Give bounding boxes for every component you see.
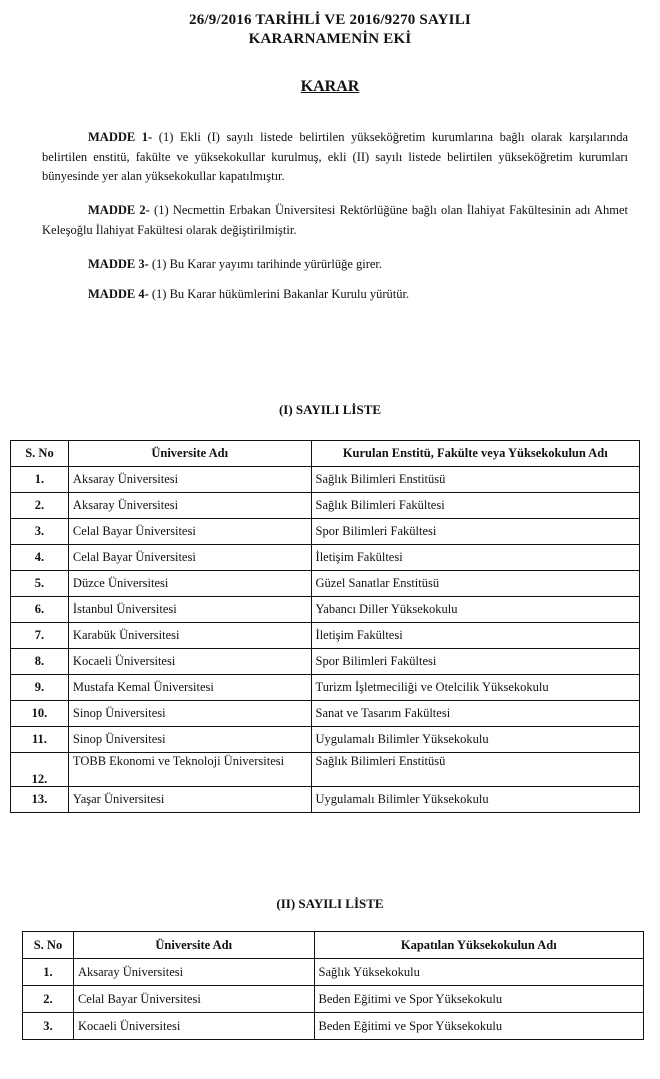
list1-header-university: Üniversite Adı [68, 441, 311, 467]
list1-row [11, 597, 640, 623]
article-3-text: (1) Bu Karar yayımı tarihinde yürürlüğe girer. [148, 257, 383, 271]
list1-cell-sno: 3. [11, 519, 69, 545]
karar-title [0, 78, 660, 96]
list1-row [11, 467, 640, 493]
list1-cell-unit: Turizm İşletmeciliği ve Otelcilik Yüksekokulu [311, 675, 639, 701]
list2-cell-unit: Beden Eğitimi ve Spor Yüksekokulu [314, 1013, 643, 1040]
list1-cell-university: Celal Bayar Üniversitesi [68, 545, 311, 571]
list1-cell-unit: Sağlık Bilimleri Enstitüsü [311, 753, 639, 787]
list2-cell-unit: Beden Eğitimi ve Spor Yüksekokulu [314, 986, 643, 1013]
list1-cell-unit: İletişim Fakültesi [311, 545, 639, 571]
list1-row [11, 623, 640, 649]
list1-cell-sno: 2. [11, 493, 69, 519]
document-header-line2: KARARNAMENİN EKİ [248, 31, 412, 47]
list1-row [11, 571, 640, 597]
article-3-label: MADDE 3- [88, 257, 149, 271]
list1-cell-sno: 1. [11, 467, 69, 493]
list1-row [11, 545, 640, 571]
list1-row [11, 701, 640, 727]
article-2-label: MADDE 2- [88, 203, 150, 217]
list1-cell-unit: Yabancı Diller Yüksekokulu [311, 597, 639, 623]
list1-cell-university: Aksaray Üniversitesi [68, 467, 311, 493]
list1-cell-unit: Sağlık Bilimleri Fakültesi [311, 493, 639, 519]
list1-cell-sno: 4. [11, 545, 69, 571]
list1-row [11, 649, 640, 675]
list1-cell-university: Mustafa Kemal Üniversitesi [68, 675, 311, 701]
list1-cell-sno: 7. [11, 623, 69, 649]
list1-cell-unit: Sağlık Bilimleri Enstitüsü [311, 467, 639, 493]
article-3 [42, 255, 628, 275]
article-1 [42, 128, 628, 187]
list1-row [11, 675, 640, 701]
article-1-text: (1) Ekli (I) sayılı listede belirtilen yükseköğretim kurumlarına bağlı olarak karşılarında belirtilen enstitü, fakülte ve yüksekokullar kurulmuş, ekli (II) sayılı listede belirtilen yükseköğretim kurumları bünyesinde yer alan yüksekokullar kapatılmıştır. [42, 130, 628, 183]
list2-header-row [23, 932, 644, 959]
list1-cell-university: Celal Bayar Üniversitesi [68, 519, 311, 545]
article-4-label: MADDE 4- [88, 287, 149, 301]
list1-cell-university: Karabük Üniversitesi [68, 623, 311, 649]
list2-table [22, 931, 644, 1040]
list2-cell-unit: Sağlık Yüksekokulu [314, 959, 643, 986]
list1-header-unit: Kurulan Enstitü, Fakülte veya Yüksekokulun Adı [311, 441, 639, 467]
list2-cell-sno: 2. [23, 986, 74, 1013]
list1-cell-sno: 8. [11, 649, 69, 675]
list1-cell-sno: 5. [11, 571, 69, 597]
list2-cell-sno: 1. [23, 959, 74, 986]
karar-title-text: KARAR [300, 78, 360, 95]
list1-cell-university: TOBB Ekonomi ve Teknoloji Üniversitesi [68, 753, 311, 787]
list1-row [11, 753, 640, 787]
list2-row [23, 986, 644, 1013]
list1-cell-sno: 6. [11, 597, 69, 623]
list1-table [10, 440, 640, 813]
list1-cell-sno: 11. [11, 727, 69, 753]
list1-cell-unit: İletişim Fakültesi [311, 623, 639, 649]
list1-cell-university: Sinop Üniversitesi [68, 701, 311, 727]
list1-cell-university: Aksaray Üniversitesi [68, 493, 311, 519]
list2-row [23, 959, 644, 986]
list2-row [23, 1013, 644, 1040]
list2-cell-university: Aksaray Üniversitesi [73, 959, 314, 986]
list1-cell-unit: Uygulamalı Bilimler Yüksekokulu [311, 787, 639, 813]
list2-cell-sno: 3. [23, 1013, 74, 1040]
list2-header-unit: Kapatılan Yüksekokulun Adı [314, 932, 643, 959]
list1-cell-sno: 10. [11, 701, 69, 727]
list1-row [11, 493, 640, 519]
article-2-text: (1) Necmettin Erbakan Üniversitesi Rektörlüğüne bağlı olan İlahiyat Fakültesinin adı Ahmet Keleşoğlu İlahiyat Fakültesi olarak değiştirilmiştir. [42, 203, 628, 237]
list1-row [11, 727, 640, 753]
list1-cell-university: Düzce Üniversitesi [68, 571, 311, 597]
list1-cell-university: Kocaeli Üniversitesi [68, 649, 311, 675]
list1-row [11, 519, 640, 545]
list1-cell-unit: Uygulamalı Bilimler Yüksekokulu [311, 727, 639, 753]
list1-cell-unit: Spor Bilimleri Fakültesi [311, 649, 639, 675]
list2-title: (II) SAYILI LİSTE [276, 896, 384, 911]
article-4-text: (1) Bu Karar hükümlerini Bakanlar Kurulu yürütür. [148, 287, 410, 301]
list1-cell-sno: 12. [11, 753, 69, 787]
list1-row [11, 787, 640, 813]
list1-header-sno: S. No [11, 441, 69, 467]
list2-header-sno: S. No [23, 932, 74, 959]
list1-cell-unit: Sanat ve Tasarım Fakültesi [311, 701, 639, 727]
list1-cell-sno: 13. [11, 787, 69, 813]
list2-header-university: Üniversite Adı [73, 932, 314, 959]
document-header-line1: 26/9/2016 TARİHLİ VE 2016/9270 SAYILI [189, 12, 471, 28]
list1-cell-unit: Güzel Sanatlar Enstitüsü [311, 571, 639, 597]
list1-cell-university: Yaşar Üniversitesi [68, 787, 311, 813]
article-2 [42, 201, 628, 240]
list1-cell-university: İstanbul Üniversitesi [68, 597, 311, 623]
list2-cell-university: Kocaeli Üniversitesi [73, 1013, 314, 1040]
list1-title: (I) SAYILI LİSTE [278, 402, 382, 417]
list1-header-row [11, 441, 640, 467]
article-1-label: MADDE 1- [88, 130, 153, 144]
article-4 [42, 285, 628, 305]
list1-cell-unit: Spor Bilimleri Fakültesi [311, 519, 639, 545]
list1-cell-university: Sinop Üniversitesi [68, 727, 311, 753]
list1-cell-sno: 9. [11, 675, 69, 701]
list2-cell-university: Celal Bayar Üniversitesi [73, 986, 314, 1013]
